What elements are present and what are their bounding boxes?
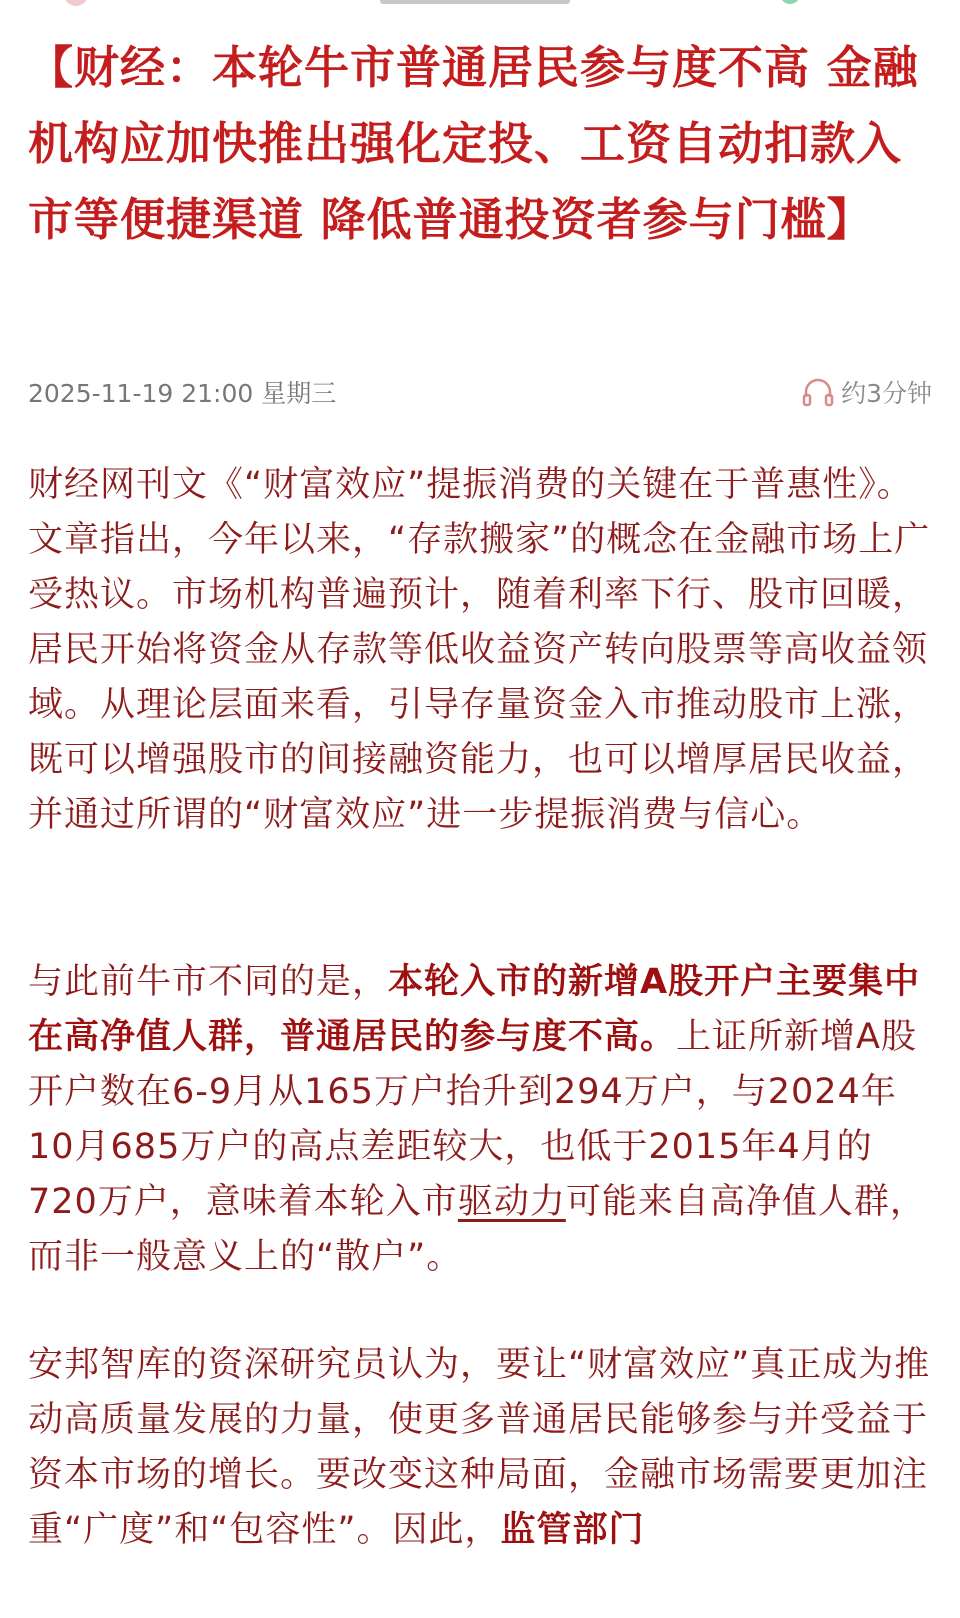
listen-button[interactable] [801,374,932,410]
paragraph-1: 财经网刊文《“财富效应”提振消费的关键在于普惠性》。文章指出，今年以来，“存款搬家”的概念在金融市场上广受热议。市场机构普遍预计，随着利率下行、股市回暖，居民开始将资金从存款等低收益资产转向股票等高收益领域。从理论层面来看，引导存量资金入市推动股市上涨，既可以增强股市的间接融资能力，也可以增厚居民收益，并通过所谓的“财富效应”进一步提振消费与信心。 [28,465,931,835]
read-time: 约3分钟 [841,379,932,408]
top-right-icon-fragment [780,0,800,4]
top-left-icon-fragment [64,0,88,6]
headphones-icon [801,377,835,407]
publish-time: 2025-11-19 21:00 星期三 [28,379,337,408]
paragraph-2-end: 可能来自高净值人群，而非一般意义上的“散户”。 [28,1182,926,1277]
status-bar-fragment [0,0,960,12]
paragraph-3 [28,1338,932,1558]
paragraph-3-bold-tail: 监管部门 [500,1510,645,1550]
paragraph-2-body: 上证所新增A股开户数在6-9月从165万户抬升到294万户，与2024年10月685万户的高点差距较大，也低于2015年4月的720万户，意味着本轮入市 [28,1017,917,1222]
paragraph-2 [28,955,932,1285]
drive-force-link[interactable]: 驱动力 [457,1182,566,1222]
article-title: 【财经：本轮牛市普通居民参与度不高 金融机构应加快推出强化定投、工资自动扣款入市等便捷渠道 降低普通投资者参与门槛】 [28,41,919,246]
top-title-fragment [380,0,570,4]
article-meta [28,372,932,412]
paragraph-3-body: 安邦智库的资深研究员认为，要让“财富效应”真正成为推动高质量发展的力量，使更多普通居民能够参与并受益于资本市场的增长。要改变这种局面，金融市场需要更加注重“广度”和“包容性”。因此， [28,1345,931,1550]
paragraph-2-highlight: 本轮入市的新增A股开户主要集中在高净值人群，普通居民的参与度不高。 [28,962,921,1057]
paragraph-2-intro: 与此前牛市不同的是， [28,962,389,1002]
